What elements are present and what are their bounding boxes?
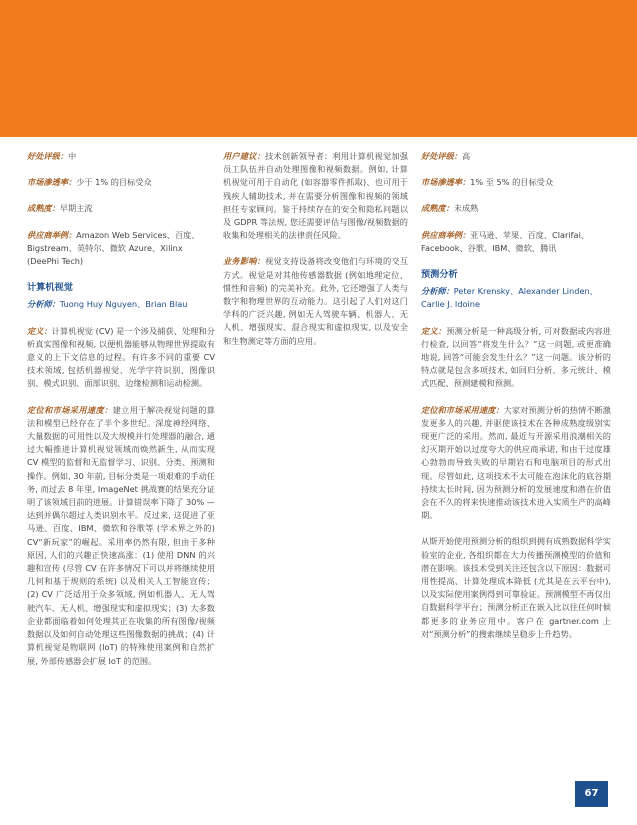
sample-vendors-value: 亚马逊、苹果、百度、Clarifai、Facebook、谷歌、IBM、微软、腾讯 <box>421 229 590 253</box>
section-heading-predictive-analytics: 预测分析 <box>421 269 458 281</box>
column-middle <box>223 150 408 361</box>
analysts-label: 分析师： <box>27 299 60 310</box>
market-penetration-value: 1% 至 5% 的目标受众 <box>470 177 554 188</box>
column-left <box>27 150 215 681</box>
maturity-value: 早期主流 <box>59 203 93 214</box>
page-number: 67 <box>575 781 608 807</box>
analysts-label: 分析师： <box>421 286 454 297</box>
maturity <box>421 202 611 215</box>
maturity-label: 成熟度： <box>27 203 60 214</box>
analysts-value: Peter Krensky、Alexander Linden、Carlie J. Idoine <box>421 286 598 310</box>
maturity-label: 成熟度： <box>421 203 454 214</box>
definition-label: 定义： <box>421 325 447 336</box>
header-band <box>0 0 637 137</box>
maturity <box>27 202 215 215</box>
sample-vendors-label: 供应商举例： <box>421 229 471 240</box>
definition-label: 定义： <box>27 325 52 336</box>
maturity-value: 未成熟 <box>453 203 479 214</box>
business-impact-paragraph <box>223 255 408 347</box>
analysts <box>421 285 611 311</box>
analysts-value: Tuong Huy Nguyen、Brian Blau <box>59 299 188 310</box>
benefit-rating <box>421 150 611 163</box>
benefit-rating-value: 中 <box>67 151 77 161</box>
closing-paragraph <box>421 535 611 641</box>
market-penetration-label: 市场渗透率： <box>27 177 77 188</box>
benefit-rating-label: 好处评级： <box>421 151 462 161</box>
benefit-rating-value: 高 <box>461 151 471 161</box>
definition-paragraph <box>421 325 611 391</box>
user-advice-text: 技术创新领导者：利用计算机视觉加强员工队伍并自动处理图像和视频数据。例如, 计算机视觉可用于自动化 (如容器零件抓取)、也可用于残疾人辅助技术, 并在需要分析图像和视频的领域担任专家顾问。鉴于持续存在的安全和隐私问题以及 GDPR 等法规, 您还需要评估与图像/视频数据的收集和处理相关的法律责任风险。 <box>223 151 408 241</box>
position-text: 建立用于解决视觉问题的算法和模型已经存在了半个多世纪。深度神经网络、大量数据的可用性以及大规模并行处理器的融合, 通过大幅推进计算机视觉领域而焕然新生, 从而实现 CV 模型的监督和无监督学习、识别、分类、预测和操作。例如, 30 年前, 目标分类是一项艰难的手动任务, 而过去 8 年里, ImageNet 挑战赛的结果充分证明了该领域目前的进展。计算错误率下降了 30% — 达到并偶尔超过人类识别水平。反过来, 这促进了亚马逊、百度、IBM、微软和谷歌等 (学术界之外的) CV“新玩家”的崛起。采用率仍然有限, 但由于多种原因, 人们的兴趣正快速高涨：(1) 使用 DNN 的兴趣和宣传 (尽管 CV 在许多情况下可以并将继续使用几何和基于规则的系统) 以及相关人工智能宣传；(2) CV 广泛适用于众多领域, 例如机器人、无人驾驶汽车、无人机、增强现实和虚拟现实；(3) 大多数企业都面临着如何处理其正在收集的所有图像/视频数据以及如何自动处理这些图像数据的挑战；(4) 计算机视觉是物联网 (IoT) 的特殊使用案例和自然扩展, 外部传感器会扩展 IoT 的范围。 <box>27 404 215 666</box>
sample-vendors-label: 供应商举例： <box>27 229 77 240</box>
position-paragraph <box>421 404 611 523</box>
definition-text: 预测分析是一种高级分析, 可对数据或内容进行检查, 以回答“将发生什么？”这一问题, 或更准确地说, 回答“可能会发生什么？”这一问题。该分析的特点就是包含多项技术, 如回归分析、多元统计、模式匹配、预测建模和预测。 <box>421 325 611 389</box>
market-penetration-label: 市场渗透率： <box>421 177 471 188</box>
column-right <box>421 150 611 654</box>
definition-paragraph <box>27 325 215 391</box>
sample-vendors-value: Amazon Web Services、百度、Bigstream、英特尔、微软 Azure、Xilinx (DeePhi Tech) <box>27 229 200 267</box>
market-penetration-value: 少于 1% 的目标受众 <box>76 177 152 188</box>
closing-text: 从斯开始使用预测分析的组织到拥有成熟数据科学实验室的企业, 各组织都在大力传播预测模型的价值和潜在影响。该技术受到关注还包含以下原因：数据可用性提高、计算处理成本降低 (尤其是在云平台中), 以及实际使用案例得到可靠验证。预测模型不再仅出自数据科学平台；预测分析正在嵌入比以往任何时候都更多的业务应用中。客户在 gartner.com 上对“预测分析”的搜索继续呈稳步上升趋势。 <box>421 536 611 639</box>
position-paragraph <box>27 404 215 668</box>
business-impact-label: 业务影响： <box>223 256 266 267</box>
sample-vendors <box>421 229 611 255</box>
market-penetration <box>421 176 611 189</box>
business-impact-text: 视觉支持设备将改变他们与环境的交互方式。视觉是对其他传感器数据 (例如地理定位、惯性和音频) 的完美补充。此外, 它还增强了人类与数字和物理世界的互动能力。这引起了人们对这门学科的广泛兴趣, 例如无人驾驶车辆、机器人、无人机、增强现实、混合现实和虚拟现实, 以及安全和生物测定等方面的应用。 <box>223 256 408 346</box>
user-advice-label: 用户建议： <box>223 151 266 161</box>
benefit-rating-label: 好处评级： <box>27 151 68 161</box>
benefit-rating <box>27 150 215 163</box>
definition-text: 计算机视觉 (CV) 是一个涉及捕获、处理和分析真实图像和视频, 以便机器能够从物理世界提取有意义的上下文信息的过程。有许多不同的重要 CV 技术领域, 包括机器视觉、光学字符识别、图像识别、模式识别、面部识别、边缘检测和运动检测。 <box>27 325 215 389</box>
analysts <box>27 298 215 311</box>
user-advice-paragraph <box>223 150 408 242</box>
sample-vendors <box>27 229 215 269</box>
market-penetration <box>27 176 215 189</box>
position-text: 大家对预测分析的热情不断激发更多人的兴趣, 并驱使该技术在各种成熟度级别实现更广泛的采用。然而, 最近与开源采用浪潮相关的幻灭期开始以过度夸大的供应商承诺, 和由于过度雄心勃勃而导致失败的早期岩石和电脑项目的形式出现。尽管如此, 这项技术不太可能在泡沫化的底谷期持续太长时间, 因为预测分析的发展速度和潜在价值会在不久的将来快速推动该技术进入实质生产的高峰期。 <box>421 404 611 521</box>
position-label: 定位和市场采用速度： <box>27 404 113 415</box>
section-heading-computer-vision: 计算机视觉 <box>27 282 73 294</box>
position-label: 定位和市场采用速度： <box>421 404 504 415</box>
